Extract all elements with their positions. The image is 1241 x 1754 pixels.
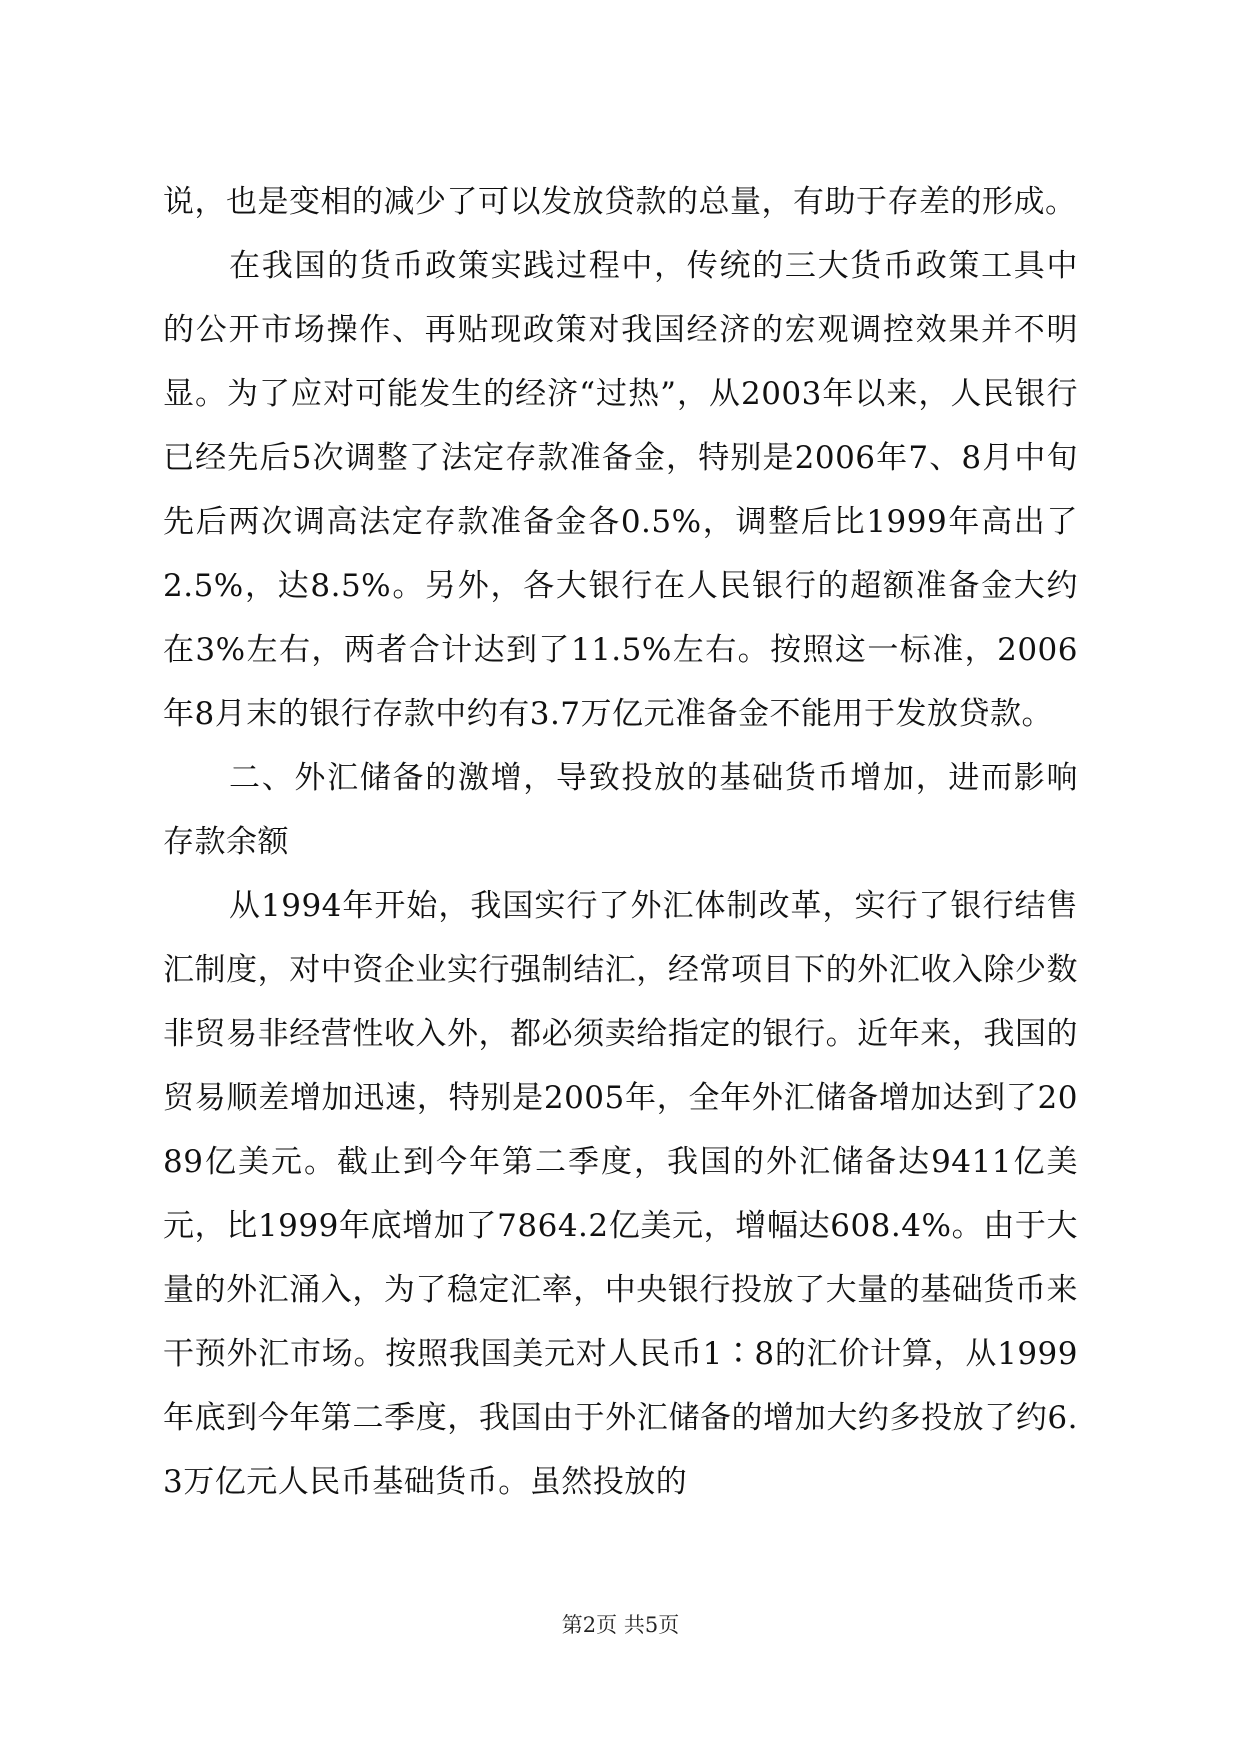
paragraph-continuation: 说，也是变相的减少了可以发放贷款的总量，有助于存差的形成。 (163, 184, 1077, 220)
document-body (163, 170, 1078, 1514)
paragraph-forex-reform: 从1994年开始，我国实行了外汇体制改革，实行了银行结售汇制度，对中资企业实行强制结汇，经常项目下的外汇收入除少数非贸易非经营性收入外，都必须卖给指定的银行。近年来，我国的贸易顺差增加迅速，特别是2005年，全年外汇储备增加达到了2089亿美元。截止到今年第二季度，我国的外汇储备达9411亿美元，比1999年底增加了7864.2亿美元，增幅达608.4%。由于大量的外汇涌入，为了稳定汇率，中央银行投放了大量的基础货币来干预外汇市场。按照我国美元对人民币1∶8的汇价计算，从1999年底到今年第二季度，我国由于外汇储备的增加大约多投放了约6.3万亿元人民币基础货币。虽然投放的 (163, 888, 1078, 1500)
section-heading-forex-reserves: 二、外汇储备的激增，导致投放的基础货币增加，进而影响存款余额 (163, 760, 1078, 860)
paragraph-monetary-policy: 在我国的货币政策实践过程中，传统的三大货币政策工具中的公开市场操作、再贴现政策对我国经济的宏观调控效果并不明显。为了应对可能发生的经济“过热”，从2003年以来，人民银行已经先后5次调整了法定存款准备金，特别是2006年7、8月中旬先后两次调高法定存款准备金各0.5%，调整后比1999年高出了2.5%，达8.5%。另外，各大银行在人民银行的超额准备金大约在3%左右，两者合计达到了11.5%左右。按照这一标准，2006年8月末的银行存款中约有3.7万亿元准备金不能用于发放贷款。 (163, 248, 1078, 732)
page-number-footer: 第2页 共5页 (561, 1613, 680, 1637)
